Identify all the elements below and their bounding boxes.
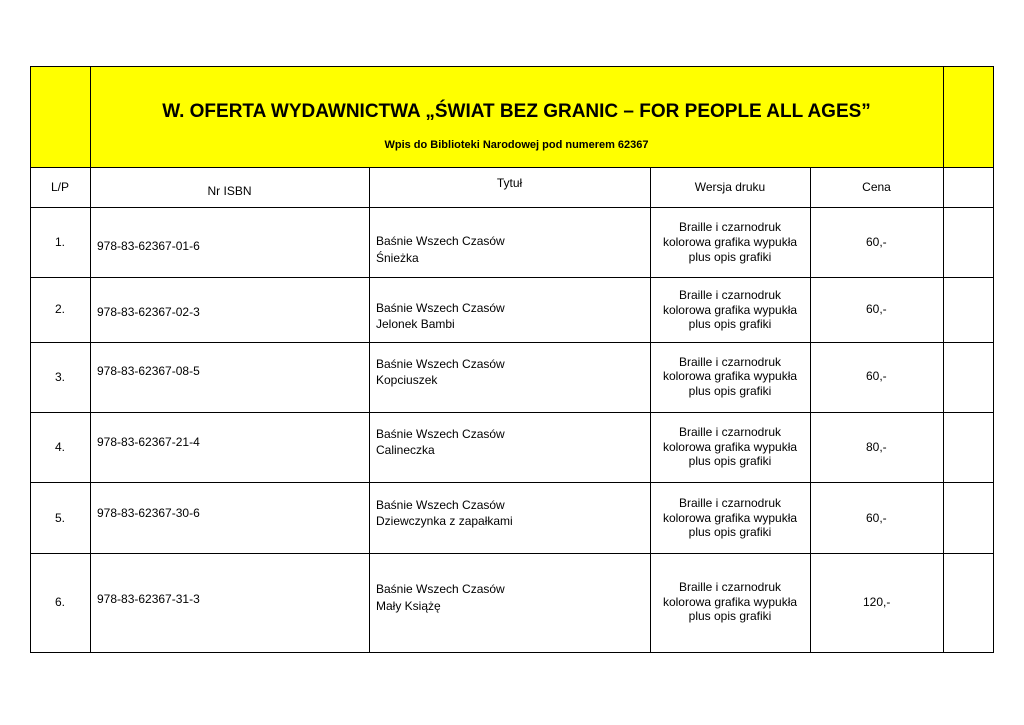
isbn-cell: 978-83-62367-02-3: [97, 305, 200, 319]
page-title: W. OFERTA WYDAWNICTWA „ŚWIAT BEZ GRANIC – FOR PEOPLE ALL AGES”: [162, 101, 871, 122]
table-rule: [30, 66, 31, 653]
price-cell: 60,-: [866, 369, 887, 383]
print-version-line: kolorowa grafika wypukła: [662, 369, 798, 383]
table-rule: [30, 482, 994, 483]
book-title-cell: Kopciuszek: [376, 373, 438, 387]
print-version-line: Braille i czarnodruk: [678, 425, 782, 439]
page-subtitle: Wpis do Biblioteki Narodowej pod numerem 62367: [384, 139, 649, 151]
book-title-cell: Dziewczynka z zapałkami: [376, 514, 513, 528]
table-rule: [30, 277, 994, 278]
price-cell: 60,-: [866, 302, 887, 316]
print-version-line: Braille i czarnodruk: [678, 355, 782, 369]
print-version-line: Braille i czarnodruk: [678, 580, 782, 594]
print-version-line: plus opis grafiki: [688, 525, 772, 539]
print-version-line: kolorowa grafika wypukła: [662, 511, 798, 525]
print-version-line: Braille i czarnodruk: [678, 220, 782, 234]
column-header-print-version: Wersja druku: [694, 180, 766, 194]
table-rule: [369, 167, 370, 653]
series-cell: Baśnie Wszech Czasów: [376, 582, 505, 596]
price-cell: 80,-: [866, 440, 887, 454]
book-title-cell: Śnieżka: [376, 251, 419, 265]
isbn-cell: 978-83-62367-01-6: [97, 239, 200, 253]
book-title-cell: Calineczka: [376, 443, 435, 457]
print-version-line: kolorowa grafika wypukła: [662, 303, 798, 317]
row-number: 5.: [54, 511, 65, 525]
series-cell: Baśnie Wszech Czasów: [376, 427, 505, 441]
isbn-cell: 978-83-62367-31-3: [97, 592, 200, 606]
price-cell: 60,-: [866, 511, 887, 525]
table-rule: [30, 167, 994, 168]
print-version-line: kolorowa grafika wypukła: [662, 440, 798, 454]
column-header-isbn: Nr ISBN: [207, 184, 252, 198]
table-rule: [30, 207, 994, 208]
print-version-line: plus opis grafiki: [688, 609, 772, 623]
print-version-line: plus opis grafiki: [688, 250, 772, 264]
column-header-price: Cena: [862, 180, 891, 194]
table-rule: [993, 66, 994, 653]
print-version-line: plus opis grafiki: [688, 317, 772, 331]
print-version-line: plus opis grafiki: [688, 454, 772, 468]
row-number: 1.: [54, 235, 65, 249]
series-cell: Baśnie Wszech Czasów: [376, 498, 505, 512]
table-rule: [943, 66, 944, 653]
row-number: 4.: [54, 440, 65, 454]
table-rule: [30, 66, 994, 67]
isbn-cell: 978-83-62367-08-5: [97, 364, 200, 378]
book-title-cell: Jelonek Bambi: [376, 317, 455, 331]
column-header-lp: L/P: [50, 180, 69, 194]
print-version-line: plus opis grafiki: [688, 384, 772, 398]
table-rule: [90, 66, 91, 653]
column-header-title: Tytuł: [496, 176, 523, 190]
table-rule: [810, 167, 811, 653]
print-version-line: kolorowa grafika wypukła: [662, 595, 798, 609]
print-version-line: Braille i czarnodruk: [678, 288, 782, 302]
row-number: 3.: [54, 370, 65, 384]
series-cell: Baśnie Wszech Czasów: [376, 234, 505, 248]
offer-table: [30, 66, 994, 652]
row-number: 2.: [54, 302, 65, 316]
isbn-cell: 978-83-62367-21-4: [97, 435, 200, 449]
print-version-line: kolorowa grafika wypukła: [662, 235, 798, 249]
isbn-cell: 978-83-62367-30-6: [97, 506, 200, 520]
row-number: 6.: [54, 595, 65, 609]
series-cell: Baśnie Wszech Czasów: [376, 357, 505, 371]
book-title-cell: Mały Książę: [376, 599, 441, 613]
price-cell: 60,-: [866, 235, 887, 249]
table-rule: [30, 412, 994, 413]
series-cell: Baśnie Wszech Czasów: [376, 301, 505, 315]
table-rule: [30, 553, 994, 554]
price-cell: 120,-: [863, 595, 891, 609]
print-version-line: Braille i czarnodruk: [678, 496, 782, 510]
table-rule: [30, 652, 994, 653]
table-rule: [30, 342, 994, 343]
